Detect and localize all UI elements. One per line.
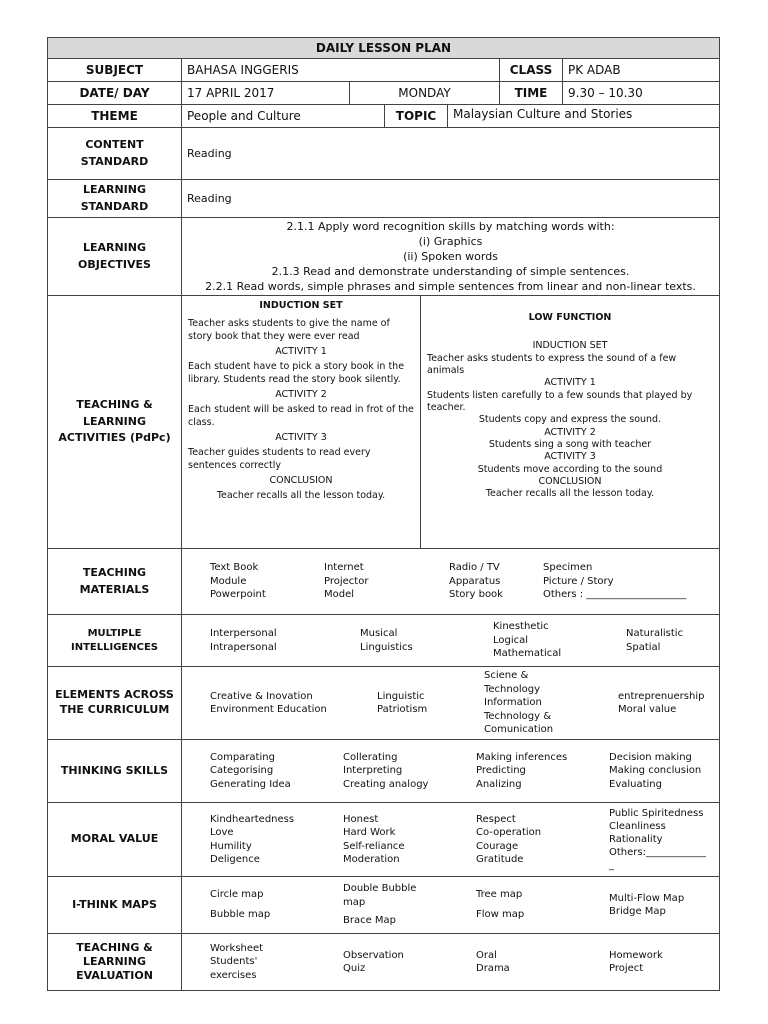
option-text: Text Book: [210, 562, 259, 574]
theme-value: People and Culture: [181, 105, 384, 127]
option-text: Internet: [324, 562, 364, 574]
date-value: 17 APRIL 2017: [181, 82, 349, 104]
option-text: Cleanliness: [609, 821, 666, 832]
page-title: DAILY LESSON PLAN: [48, 38, 719, 58]
objective-line: 2.2.1 Read words, simple phrases and simple sentences from linear and non-linear texts.: [205, 280, 696, 293]
option-text: Making conclusion: [609, 765, 702, 777]
materials-options: [181, 549, 719, 614]
activity-text: ACTIVITY 1: [544, 377, 596, 389]
option-text: Logical: [493, 634, 529, 646]
learning-standard-value: Reading: [181, 180, 719, 217]
activity-text: Teacher asks students to give the name of story book that they were ever read: [188, 318, 390, 342]
option-text: Rationality: [609, 834, 663, 845]
option-text: Brace Map: [343, 915, 397, 926]
content-standard-label: CONTENT STANDARD: [80, 138, 149, 168]
activities-left: [181, 296, 420, 548]
day-value: MONDAY: [349, 82, 499, 104]
option-text: Technology: [484, 683, 541, 695]
activity-text: ACTIVITY 2: [544, 426, 596, 438]
class-value: PK ADAB: [562, 59, 719, 81]
option-text: Apparatus: [449, 575, 501, 587]
option-text: Moral value: [618, 704, 677, 715]
option-text: Quiz: [343, 963, 366, 974]
thinking-label: THINKING SKILLS: [60, 763, 169, 777]
option-text: Story book: [449, 589, 503, 601]
activity-text: Teacher recalls all the lesson today.: [216, 490, 386, 502]
option-text: Generating Idea: [210, 778, 291, 790]
intelligences-label: MULTIPLE INTELLIGENCES: [71, 627, 158, 653]
activity-text: ACTIVITY 3: [275, 432, 327, 444]
option-text: Environment Education: [210, 704, 327, 715]
option-text: Students': [210, 956, 258, 968]
option-text: Musical: [360, 628, 398, 639]
option-text: Making inferences: [476, 751, 568, 763]
option-text: Model: [324, 589, 355, 601]
objectives-list: [181, 218, 719, 295]
option-text: Gratitude: [476, 854, 524, 865]
option-text: Kindheartedness: [210, 813, 295, 825]
option-text: Hard Work: [343, 827, 396, 838]
option-text: Categorising: [210, 765, 274, 777]
time-label: TIME: [499, 82, 562, 104]
option-text: Comunication: [484, 724, 554, 736]
option-text: Others:____________: [609, 847, 706, 858]
option-text: Drama: [476, 963, 510, 974]
option-text: exercises: [210, 969, 257, 981]
option-text: entreprenuership: [618, 690, 705, 702]
objectives-row: [47, 218, 720, 296]
activity-text: INDUCTION SET: [532, 340, 608, 352]
activities-label: TEACHING & LEARNING ACTIVITIES (PdPc): [58, 398, 171, 445]
option-text: Worksheet: [210, 942, 264, 954]
objective-line: 2.1.3 Read and demonstrate understanding of simple sentences.: [271, 265, 630, 278]
option-text: Module: [210, 575, 247, 587]
option-text: Naturalistic: [626, 628, 684, 639]
topic-value: Malaysian Culture and Stories: [447, 105, 719, 127]
intelligences-options: [181, 615, 719, 666]
option-text: _: [609, 860, 614, 871]
activity-text: ACTIVITY 3: [544, 451, 596, 463]
ithink-label: I-THINK MAPS: [72, 897, 157, 911]
subject-row: [47, 59, 720, 82]
activity-text: Students copy and express the sound.: [478, 414, 662, 426]
option-text: Humility: [210, 840, 252, 852]
materials-label: TEACHING MATERIALS: [79, 566, 150, 596]
subject-label: SUBJECT: [85, 63, 144, 77]
elements-options: [181, 667, 719, 739]
option-text: Multi-Flow Map: [609, 892, 685, 904]
option-text: Collerating: [343, 751, 398, 763]
option-text: Flow map: [476, 909, 525, 920]
option-text: Evaluating: [609, 778, 662, 790]
activities-right: [420, 296, 719, 548]
option-text: Analizing: [476, 778, 522, 790]
option-text: Creative & Inovation: [210, 690, 313, 702]
option-text: Specimen: [543, 562, 593, 574]
option-text: Mathematical: [493, 648, 562, 660]
option-text: Love: [210, 827, 234, 838]
option-text: Picture / Story: [543, 575, 614, 587]
option-text: Comparating: [210, 751, 275, 763]
option-text: Predicting: [476, 765, 526, 777]
activity-text: Each student have to pick a story book in the library. Students read the story book silently.: [188, 361, 405, 385]
activity-text: Each student will be asked to read in frot of the class.: [188, 404, 414, 428]
option-text: Information: [484, 697, 542, 709]
option-text: Honest: [343, 813, 379, 825]
option-text: Self-reliance: [343, 840, 405, 852]
option-text: Spatial: [626, 641, 661, 653]
activity-text: Students sing a song with teacher: [488, 439, 652, 451]
activity-text: Students move according to the sound: [477, 463, 663, 475]
option-text: Interpreting: [343, 765, 403, 777]
thinking-options: [181, 740, 719, 802]
option-text: Creating analogy: [343, 778, 429, 790]
option-text: Radio / TV: [449, 562, 500, 574]
materials-row: [47, 549, 720, 615]
objective-line: (i) Graphics: [418, 235, 483, 248]
learning-standard-label: LEARNING STANDARD: [80, 183, 149, 213]
moral-label: MORAL VALUE: [70, 832, 159, 846]
ithink-row: [47, 877, 720, 934]
option-text: Patriotism: [377, 704, 428, 715]
topic-label: TOPIC: [384, 105, 447, 127]
activity-text: ACTIVITY 1: [275, 346, 327, 358]
activity-text: CONCLUSION: [269, 475, 333, 487]
option-text: Bridge Map: [609, 906, 666, 917]
evaluation-row: [47, 934, 720, 991]
elements-label: ELEMENTS ACROSS THE CURRICULUM: [55, 688, 174, 716]
option-text: Interpersonal: [210, 628, 277, 639]
activity-text: Teacher asks students to express the sound of a few animals: [427, 352, 677, 377]
activity-text: CONCLUSION: [538, 476, 602, 488]
date-label: DATE/ DAY: [79, 86, 150, 100]
content-standard-row: [47, 128, 720, 180]
objectives-label: LEARNING OBJECTIVES: [78, 241, 151, 271]
intelligences-row: [47, 615, 720, 667]
objective-line: 2.1.1 Apply word recognition skills by matching words with:: [286, 220, 615, 233]
activity-text: Students listen carefully to a few sounds that played by teacher.: [427, 389, 693, 414]
activity-text: ACTIVITY 2: [275, 389, 327, 401]
option-text: Tree map: [476, 889, 523, 900]
class-label: CLASS: [499, 59, 562, 81]
moral-options: [181, 803, 719, 876]
activity-text: Teacher recalls all the lesson today.: [485, 488, 655, 500]
option-text: Intrapersonal: [210, 641, 277, 653]
option-text: Circle map: [210, 889, 264, 900]
objective-line: (ii) Spoken words: [403, 250, 498, 263]
theme-row: [47, 105, 720, 128]
learning-standard-row: [47, 180, 720, 218]
option-text: Technology &: [484, 710, 551, 722]
left-heading: INDUCTION SET: [259, 300, 343, 311]
option-text: Project: [609, 963, 644, 974]
option-text: Co-operation: [476, 827, 542, 838]
option-text: Others : ____________________: [543, 589, 687, 601]
option-text: Linguistic: [377, 690, 425, 702]
option-text: Sciene &: [484, 670, 529, 682]
option-text: Projector: [324, 575, 369, 587]
right-heading: LOW FUNCTION: [528, 312, 612, 323]
activities-row: [47, 296, 720, 549]
option-text: Linguistics: [360, 641, 413, 653]
option-text: Double Bubble map: [343, 883, 417, 908]
theme-label: THEME: [91, 109, 138, 123]
option-text: Observation: [343, 949, 404, 961]
subject-value: BAHASA INGGERIS: [181, 59, 499, 81]
option-text: Kinesthetic: [493, 621, 549, 633]
option-text: Oral: [476, 949, 497, 961]
option-text: Decision making: [609, 751, 692, 763]
lesson-plan-table: [47, 37, 720, 991]
evaluation-label: TEACHING & LEARNING EVALUATION: [76, 940, 153, 983]
option-text: Powerpoint: [210, 589, 266, 601]
activity-text: Teacher guides students to read every sentences correctly: [188, 447, 371, 471]
option-text: Bubble map: [210, 909, 271, 920]
option-text: Homework: [609, 949, 663, 961]
title-row: [47, 37, 720, 59]
option-text: Moderation: [343, 854, 400, 865]
ithink-options: [181, 877, 719, 933]
option-text: Courage: [476, 840, 519, 852]
option-text: Respect: [476, 813, 516, 825]
moral-row: [47, 803, 720, 877]
thinking-row: [47, 740, 720, 803]
option-text: Deligence: [210, 854, 260, 865]
content-standard-value: Reading: [181, 128, 719, 179]
evaluation-options: [181, 934, 719, 990]
elements-row: [47, 667, 720, 740]
time-value: 9.30 – 10.30: [562, 82, 719, 104]
date-row: [47, 82, 720, 105]
option-text: Public Spiritedness: [609, 808, 704, 819]
